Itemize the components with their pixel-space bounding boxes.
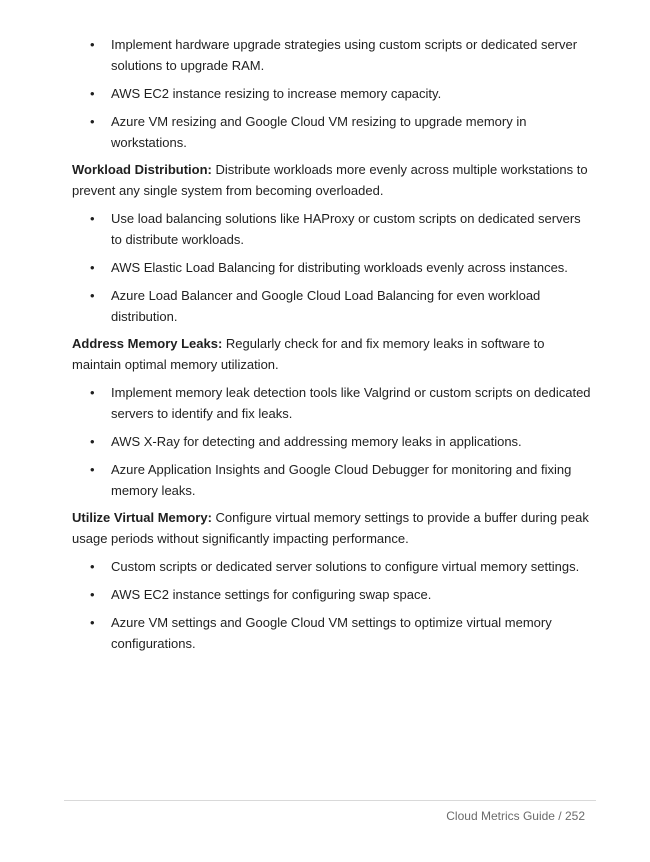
section-heading: Address Memory Leaks:: [72, 336, 223, 351]
bullet-icon: •: [90, 260, 95, 275]
list-item: • Azure VM settings and Google Cloud VM settings to optimize virtual memory configurations.: [72, 612, 592, 654]
list-item: • Use load balancing solutions like HAProxy or custom scripts on dedicated servers to distribute workloads.: [72, 208, 592, 250]
list-item: • AWS EC2 instance settings for configuring swap space.: [72, 584, 592, 605]
memory-leaks-bullet-list: [72, 382, 592, 501]
list-item: • Implement memory leak detection tools like Valgrind or custom scripts on dedicated servers to identify and fix leaks.: [72, 382, 592, 424]
list-item: • AWS X-Ray for detecting and addressing memory leaks in applications.: [72, 431, 592, 452]
list-item: • Azure Application Insights and Google Cloud Debugger for monitoring and fixing memory leaks.: [72, 459, 592, 501]
bullet-icon: •: [90, 434, 95, 449]
bullet-icon: •: [90, 37, 95, 52]
list-item: • Azure Load Balancer and Google Cloud Load Balancing for even workload distribution.: [72, 285, 592, 327]
bullet-icon: •: [90, 615, 95, 630]
footer-divider: [64, 800, 596, 801]
bullet-icon: •: [90, 385, 95, 400]
list-item: • AWS Elastic Load Balancing for distributing workloads evenly across instances.: [72, 257, 592, 278]
section-text: Configure virtual memory settings to provide a buffer during peak usage periods without significantly impacting performance.: [72, 510, 589, 546]
bullet-icon: •: [90, 114, 95, 129]
page-content: [72, 34, 592, 660]
footer-page-label: Cloud Metrics Guide / 252: [446, 809, 585, 823]
workload-bullet-list: [72, 208, 592, 327]
section-text: Regularly check for and fix memory leaks in software to maintain optimal memory utilization.: [72, 336, 545, 372]
section-address-memory-leaks: [72, 333, 592, 375]
virtual-memory-bullet-list: [72, 556, 592, 654]
section-heading: Workload Distribution:: [72, 162, 212, 177]
section-text: Distribute workloads more evenly across multiple workstations to prevent any single system from becoming overloaded.: [72, 162, 588, 198]
list-item: • Azure VM resizing and Google Cloud VM resizing to upgrade memory in workstations.: [72, 111, 592, 153]
list-item: • AWS EC2 instance resizing to increase memory capacity.: [72, 83, 592, 104]
section-workload-distribution: [72, 159, 592, 201]
bullet-icon: •: [90, 587, 95, 602]
list-item: • Implement hardware upgrade strategies using custom scripts or dedicated server solutions to upgrade RAM.: [72, 34, 592, 76]
bullet-icon: •: [90, 559, 95, 574]
bullet-icon: •: [90, 288, 95, 303]
bullet-icon: •: [90, 86, 95, 101]
list-item: • Custom scripts or dedicated server solutions to configure virtual memory settings.: [72, 556, 592, 577]
section-utilize-virtual-memory: [72, 507, 592, 549]
intro-bullet-list: [72, 34, 592, 153]
section-heading: Utilize Virtual Memory:: [72, 510, 212, 525]
bullet-icon: •: [90, 462, 95, 477]
bullet-icon: •: [90, 211, 95, 226]
